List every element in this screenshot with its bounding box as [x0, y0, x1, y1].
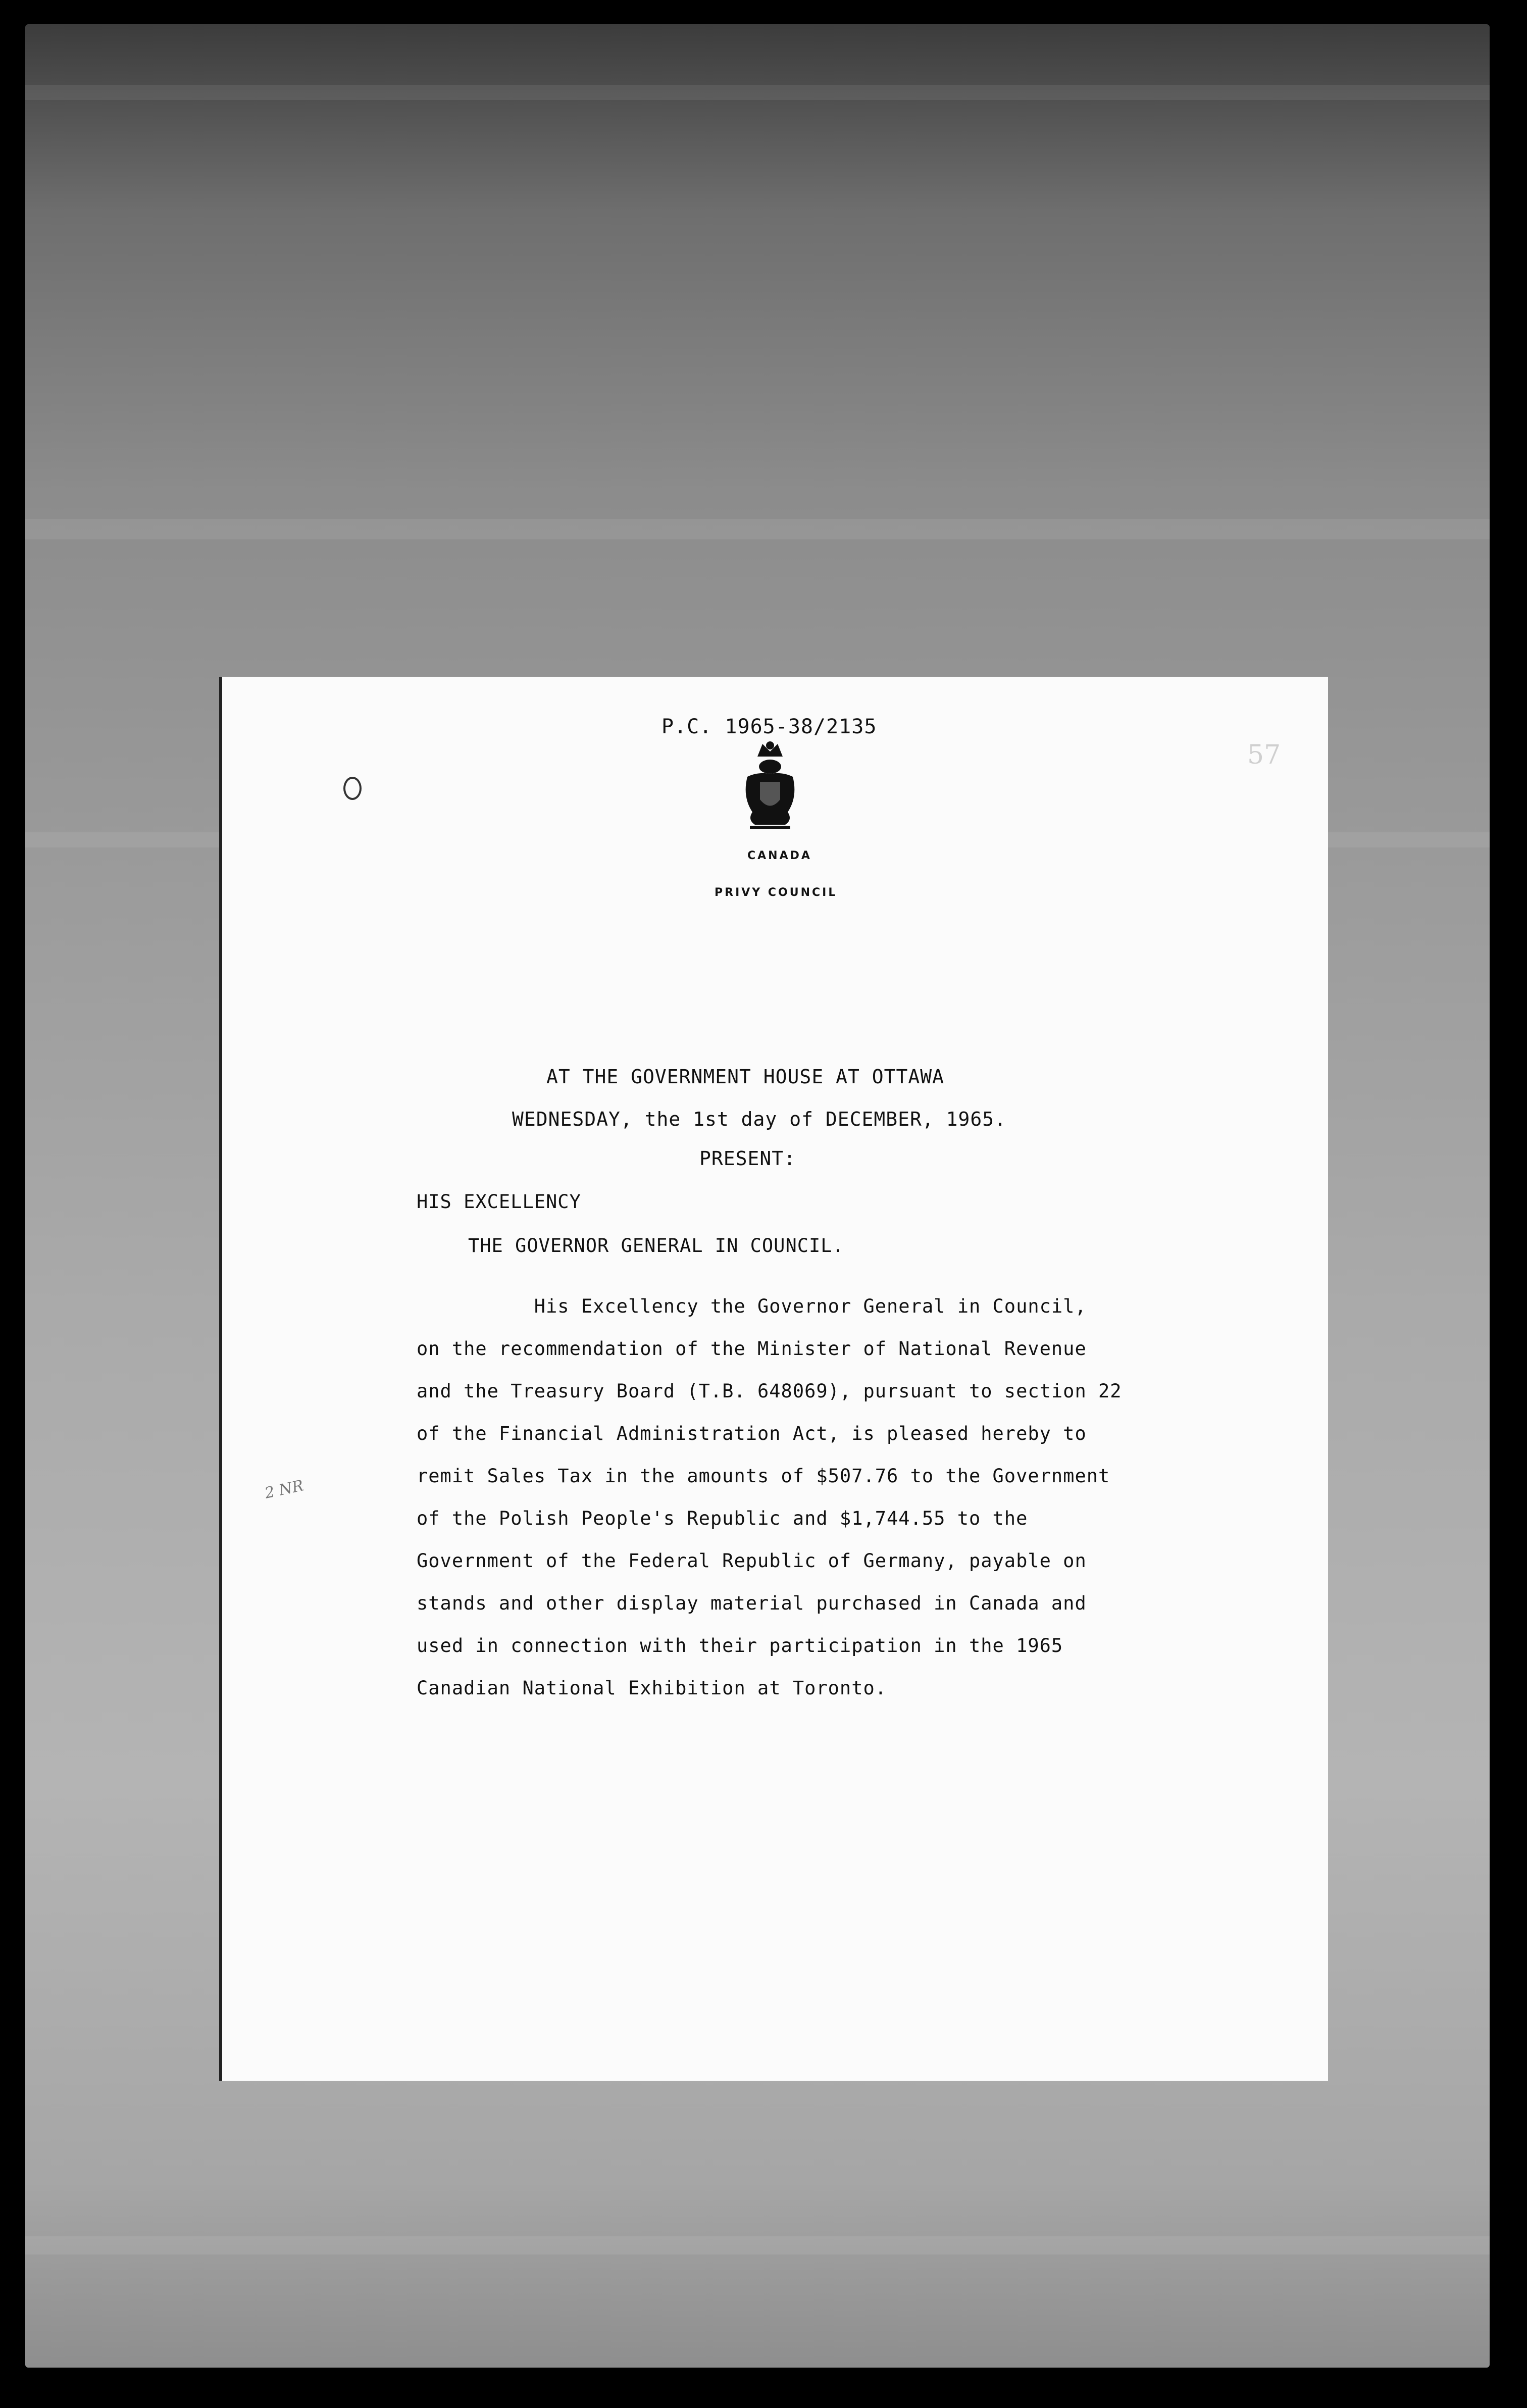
- body-line: remit Sales Tax in the amounts of $507.76 to the Government: [417, 1465, 1110, 1487]
- body-line: used in connection with their participation in the 1965: [417, 1635, 1063, 1657]
- crest-caption-country: CANADA: [747, 849, 812, 862]
- body-line: stands and other display material purchased in Canada and: [417, 1592, 1087, 1614]
- punch-hole-mark: [343, 777, 362, 800]
- addressee-line-1: HIS EXCELLENCY: [417, 1191, 581, 1213]
- body-line: of the Financial Administration Act, is pleased hereby to: [417, 1423, 1087, 1444]
- heading-date: WEDNESDAY, the 1st day of DECEMBER, 1965.: [512, 1108, 1006, 1130]
- page-number: 57: [1247, 740, 1281, 770]
- heading-location: AT THE GOVERNMENT HOUSE AT OTTAWA: [546, 1066, 944, 1088]
- crest-caption-office: PRIVY COUNCIL: [715, 886, 838, 899]
- body-line: Canadian National Exhibition at Toronto.: [417, 1677, 887, 1699]
- body-line: His Excellency the Governor General in Council,: [417, 1295, 1087, 1317]
- body-line: Government of the Federal Republic of Germany, payable on: [417, 1550, 1087, 1572]
- heading-present: PRESENT:: [699, 1147, 796, 1170]
- body-line: of the Polish People's Republic and $1,744.55 to the: [417, 1508, 1028, 1529]
- body-line: and the Treasury Board (T.B. 648069), pursuant to section 22: [417, 1380, 1122, 1402]
- margin-handwritten-note: 2 NR: [263, 1477, 306, 1502]
- order-reference: P.C. 1965-38/2135: [661, 715, 877, 738]
- document-page: [222, 677, 1328, 2081]
- addressee-line-2: THE GOVERNOR GENERAL IN COUNCIL.: [468, 1235, 844, 1257]
- canada-coat-of-arms-icon: [737, 736, 803, 832]
- body-line: on the recommendation of the Minister of National Revenue: [417, 1338, 1087, 1360]
